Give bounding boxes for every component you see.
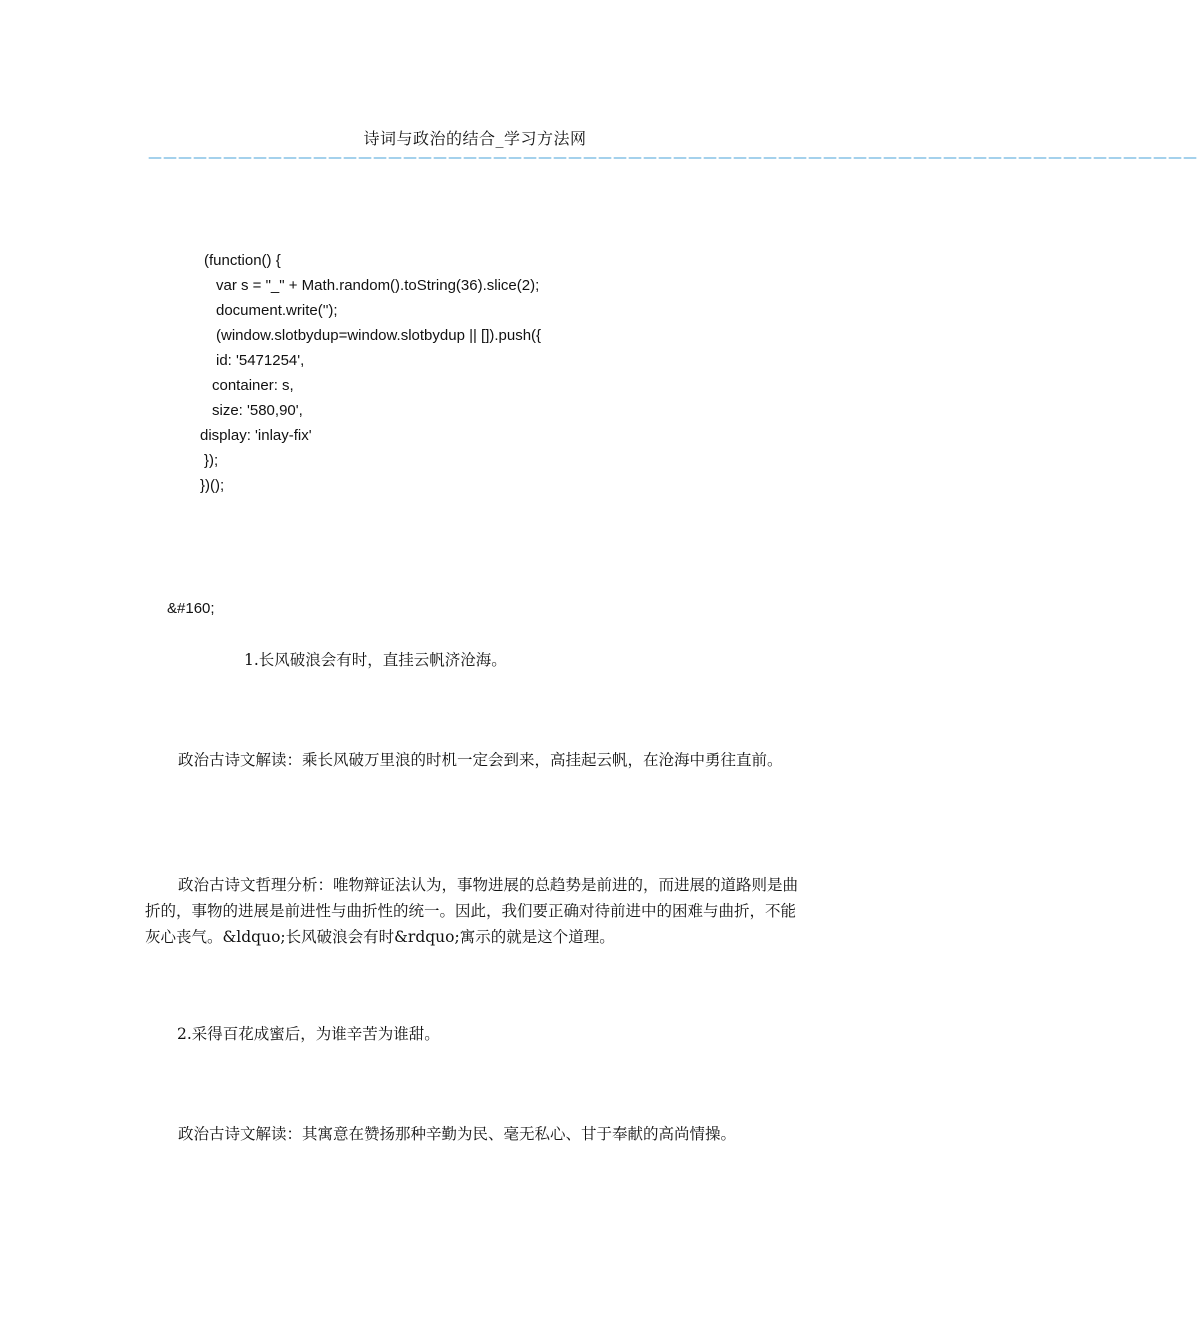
interpretation-paragraph-2: 政治古诗文解读：其寓意在赞扬那种辛勤为民、毫无私心、甘于奉献的高尚情操。: [178, 1125, 737, 1143]
code-line: (function() {: [204, 252, 281, 269]
code-line: var s = "_" + Math.random().toString(36).slice(2);: [216, 277, 540, 294]
title-divider: ——————————————————————————————————————————————————————————————————————: [148, 150, 1198, 166]
code-line: });: [204, 452, 219, 469]
code-line: container: s,: [212, 377, 294, 394]
page-title: 诗词与政治的结合_学习方法网: [363, 129, 587, 148]
code-line: display: 'inlay-fix': [200, 427, 312, 444]
code-line: size: '580,90',: [212, 402, 303, 419]
analysis-paragraph-1: 政治古诗文哲理分析：唯物辩证法认为，事物进展的总趋势是前进的，而进展的道路则是曲折的，事物的进展是前进性与曲折性的统一。因此，我们要正确对待前进中的困难与曲折，不能灰心丧气。&ldquo;长风破浪会有时&rdquo;寓示的就是这个道理。: [145, 876, 799, 946]
poem-line-1: 1.长风破浪会有时，直挂云帆济沧海。: [244, 651, 507, 669]
interpretation-paragraph-1: 政治古诗文解读：乘长风破万里浪的时机一定会到来，高挂起云帆，在沧海中勇往直前。: [178, 751, 783, 769]
code-line: id: '5471254',: [216, 352, 305, 369]
nbsp-entity-text: &#160;: [167, 600, 215, 617]
poem-line-2: 2.采得百花成蜜后，为谁辛苦为谁甜。: [177, 1025, 440, 1043]
code-line: (window.slotbydup=window.slotbydup || []).push({: [216, 327, 542, 344]
code-line: })();: [200, 477, 225, 494]
code-line: document.write('');: [216, 302, 338, 319]
